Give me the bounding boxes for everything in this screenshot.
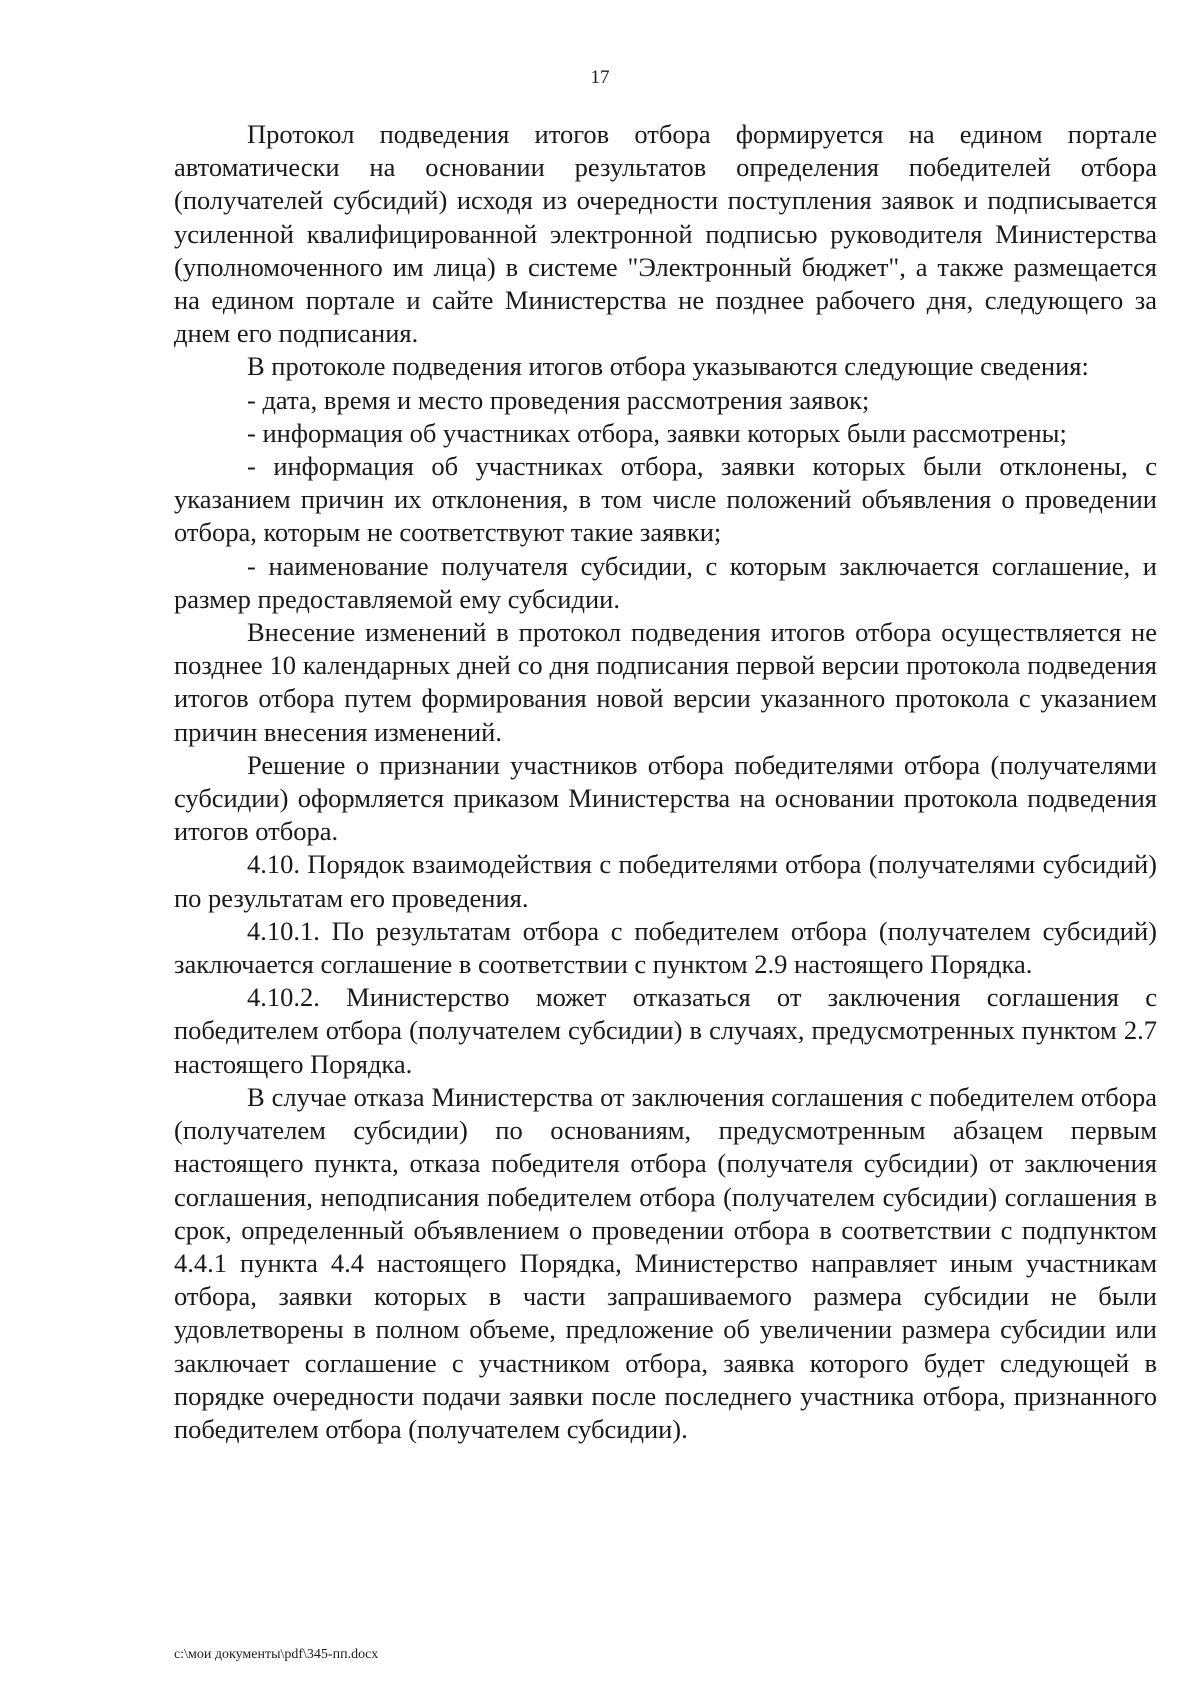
paragraph-section-4-10-2: 4.10.2. Министерство может отказаться от заключения соглашения с победителем отбора (получателем субсидии) в случаях, предусмотренных пунктом 2.7 настоящего Порядка. [174,982,1157,1079]
paragraph-refusal-case: В случае отказа Министерства от заключения соглашения с победителем отбора (получателем субсидии) по основаниям, предусмотренным абзацем первым настоящего пункта, отказа победителя отбора (получателя субсидии) от заключения соглашения, неподписания победителем отбора (получателем субсидии) соглашения в срок, определенный объявлением о проведении отбора в соответствии с подпунктом 4.4.1 пункта 4.4 настоящего Порядка, Министерство направляет иным участникам отбора, заявки которых в части запрашиваемого размера субсидии не были удовлетворены в полном объеме, предложение об увеличении размера субсидии или заключает соглашение с участником отбора, заявка которого будет следующей в порядке очередности подачи заявки после последнего участника отбора, признанного победителем отбора (получателем субсидии). [174,1081,1157,1444]
paragraph-protocol-amendments: Внесение изменений в протокол подведения итогов отбора осуществляется не позднее 10 календарных дней со дня подписания первой версии протокола подведения итогов отбора путем формирования новой версии указанного протокола с указанием причин внесения изменений. [174,617,1157,747]
paragraph-winners-decision: Решение о признании участников отбора победителями отбора (получателями субсидии) оформляется приказом Министерства на основании протокола подведения итогов отбора. [174,749,1157,847]
paragraph-section-4-10: 4.10. Порядок взаимодействия с победителями отбора (получателями субсидий) по результатам его проведения. [174,849,1157,913]
paragraph-protocol-contents-intro: В протоколе подведения итогов отбора указываются следующие сведения: [247,351,1089,382]
list-item-rejected-participants: - информация об участниках отбора, заявки которых были отклонены, с указанием причин их отклонения, в том числе положений объявления о проведении отбора, которым не соответствуют такие заявки; [174,451,1157,548]
page-number: 17 [590,67,610,88]
paragraph-section-4-10-1: 4.10.1. По результатам отбора с победителем отбора (получателем субсидий) заключается соглашение в соответствии с пунктом 2.9 настоящего Порядка. [174,915,1157,980]
list-item-reviewed-participants: - информация об участниках отбора, заявки которых были рассмотрены; [247,417,1067,448]
paragraph-protocol-formation: Протокол подведения итогов отбора формируется на едином портале автоматически на основании результатов определения победителей отбора (получателей субсидий) исходя из очередности поступления заявок и подписывается усиленной квалифицированной электронной подписью руководителя Министерства (уполномоченного им лица) в системе "Электронный бюджет", а также размещается на едином портале и сайте Министерства не позднее рабочего дня, следующего за днем его подписания. [174,119,1157,349]
list-item-date-time-place: - дата, время и место проведения рассмотрения заявок; [247,384,870,415]
footer-file-path: c:\мои документы\pdf\345-пп.docx [174,1647,379,1662]
list-item-recipient-name: - наименование получателя субсидии, с которым заключается соглашение, и размер предоставляемой ему субсидии. [174,550,1157,614]
document-body [174,118,1157,1446]
